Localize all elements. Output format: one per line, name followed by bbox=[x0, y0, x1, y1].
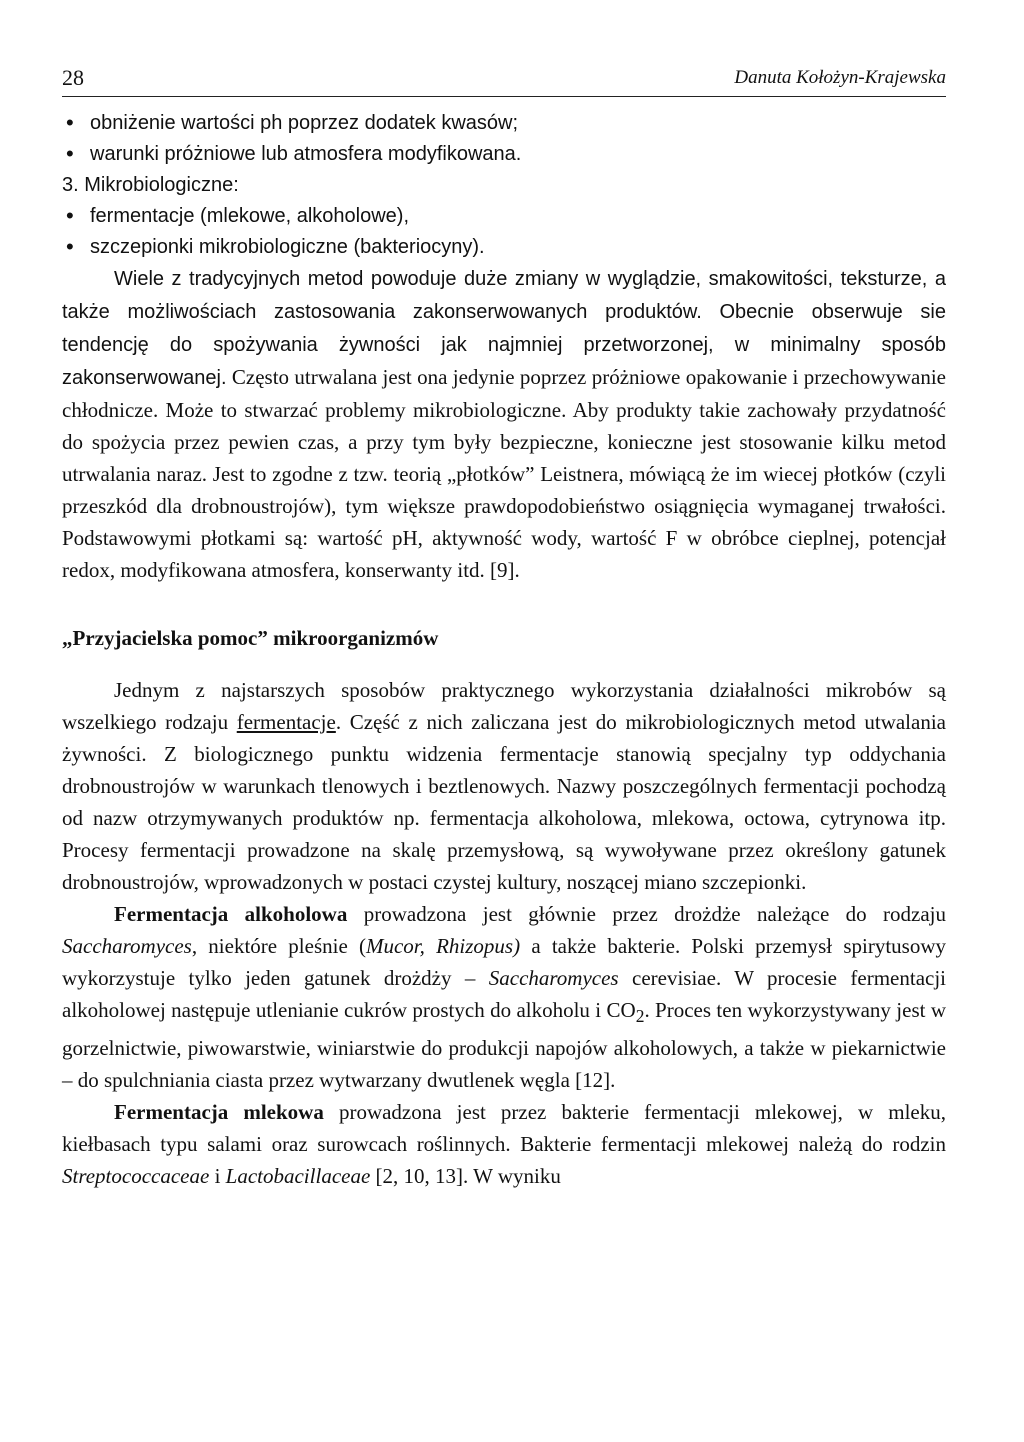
underlined-term: fermentacje bbox=[236, 710, 336, 734]
italic-term: Lactobacillaceae bbox=[225, 1164, 371, 1189]
bullet-list-top bbox=[62, 107, 946, 169]
paragraph-text-sans: Wiele z tradycyjnych metod powoduje duże zmiany w wyglądzie, smakowitości, teksturze, a także możliwościach zastosowania zakonserwowanych produktów. Obecnie obserwuje sie tendencję do spożywania żywności jak najmniej przetworzonej, w minimalny sposób zakonserwowanej. bbox=[62, 268, 946, 389]
text-run: [2, 10, 13]. W wyniku bbox=[370, 1164, 561, 1189]
text-run: i bbox=[209, 1164, 226, 1189]
running-author: Danuta Kołożyn-Krajewska bbox=[734, 67, 946, 88]
section-title: „Przyjacielska pomoc” mikroorganizmów bbox=[62, 626, 439, 650]
numbered-item: 3. Mikrobiologiczne: bbox=[62, 174, 239, 196]
page-number: 28 bbox=[62, 65, 84, 90]
subscript: 2 bbox=[635, 1006, 645, 1027]
document-page bbox=[62, 60, 946, 1192]
text-run: prowadzona jest przez bakterie fermentacji mlekowej, w mleku, kiełbasach typu salami oraz surowcach roślinnych. Bakterie fermentacji mlekowej należą do rodzin bbox=[62, 1100, 947, 1157]
bullet-list-bottom bbox=[62, 200, 946, 262]
paragraph-alcoholic-fermentation bbox=[62, 898, 946, 1096]
paragraph-barrier-theory bbox=[62, 262, 946, 586]
page-header bbox=[62, 60, 946, 97]
italic-term: Saccharomyces bbox=[488, 966, 619, 990]
text-run: cerevisiae. W procesie fermentacji alkoholowej następuje utlenianie cukrów prostych do alkoholu i CO bbox=[62, 966, 946, 1022]
list-item: • obniżenie wartości ph poprzez dodatek kwasów; bbox=[62, 107, 946, 138]
bold-term: Fermentacja mlekowa bbox=[114, 1100, 324, 1125]
text-run: . Proces ten wykorzystywany jest w gorzelnictwie, piwowarstwie, winiarstwie do produkcji napojów alkoholowych, a także w piekarnictwie – do spulchniania ciasta przez wytwarzany dwutlenek węgla [12]. bbox=[62, 998, 946, 1093]
paragraph-text-serif: Często utrwalana jest ona jedynie poprzez próżniowe opakowanie i przechowywanie chłodnicze. Może to stwarzać problemy mikrobiologiczne. Aby produkty takie zachowały przydatność do spożycia przez pewien czas, a przy tym były bezpieczne, konieczne jest stosowanie kilku metod utrwalania naraz. Jest to zgodne z tzw. teorią „płotków” Leistnera, mówiącą że im wiecej płotków (czyli przeszkód dla drobnoustrojów), tym większe prawdopodobieństwo osiągnięcia wymaganej trwałości. Podstawowymi płotkami są: wartość pH, aktywność wody, wartość F w obróbce cieplnej, potencjał redox, modyfikowana atmosfera, konserwanty itd. [9]. bbox=[62, 365, 946, 582]
list-item: • szczepionki mikrobiologiczne (bakteriocyny). bbox=[62, 231, 946, 262]
list-item: • warunki próżniowe lub atmosfera modyfikowana. bbox=[62, 138, 946, 169]
list-item: • fermentacje (mlekowe, alkoholowe), bbox=[62, 200, 946, 231]
text-run: prowadzona jest głównie przez drożdże należące do rodzaju bbox=[347, 902, 947, 926]
bold-term: Fermentacja alkoholowa bbox=[114, 902, 348, 926]
italic-term: Mucor, Rhizopus) bbox=[365, 934, 521, 958]
text-run: Jednym z najstarszych sposobów praktycznego wykorzystania działalności mikrobów są wszelkiego rodzaju bbox=[62, 678, 946, 734]
text-run: . Część z nich zaliczana jest do mikrobiologicznych metod utwalania żywności. Z biologicznego punktu widzenia fermentacje stanowią specjalny typ oddychania drobnoustrojów w warunkach tlenowych i beztlenowych. Nazwy poszczególnych fermentacji pochodzą od nazw otrzymywanych produktów np. fermentacja alkoholowa, mlekowa, octowa, cytrynowa itp. Procesy fermentacji prowadzone na skalę przemysłową, są wywoływane przez określony gatunek drobnoustrojów, wprowadzonych w postaci czystej kultury, noszącej miano szczepionki. bbox=[62, 710, 946, 894]
italic-term: Saccharomyces bbox=[62, 934, 192, 958]
text-run: a także bakterie. Polski przemysł spirytusowy wykorzystuje tylko jeden gatunek drożdży – bbox=[62, 934, 946, 990]
paragraph-fermentation-intro bbox=[62, 674, 946, 898]
paragraph-lactic-fermentation bbox=[62, 1096, 946, 1192]
italic-term: Streptococcaceae bbox=[62, 1164, 210, 1189]
text-run: , niektóre pleśnie ( bbox=[191, 934, 366, 958]
